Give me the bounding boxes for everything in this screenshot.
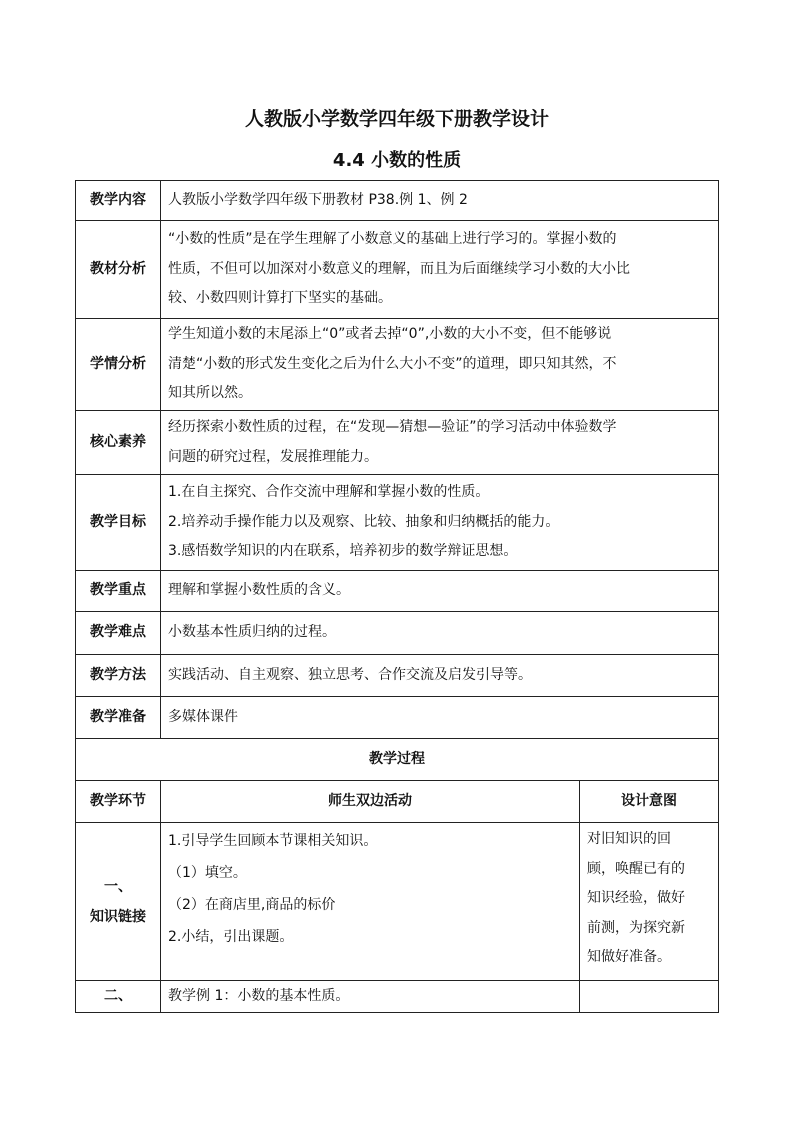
text-line: 经历探索小数性质的过程，在“发现—猜想—验证”的学习活动中体验数学	[168, 419, 617, 435]
column-intent: 设计意图	[580, 781, 719, 823]
text-line: 前测，为探究新	[587, 919, 685, 936]
text-line: 性质，不但可以加深对小数意义的理解，而且为后面继续学习小数的大小比	[168, 260, 630, 277]
step-2-number: 二、	[76, 981, 161, 1013]
step-1-number: 一、	[104, 878, 132, 895]
label-students: 学情分析	[76, 319, 161, 411]
text-line: 清楚“小数的形式发生变化之后为什么大小不变”的道理，即只知其然，不	[168, 355, 617, 372]
text-line: 顾，唤醒已有的	[587, 860, 685, 877]
row-difficulty	[76, 612, 719, 655]
row-literacy	[76, 411, 719, 475]
row-material	[76, 221, 719, 319]
label-goals: 教学目标	[76, 475, 161, 571]
row-step-1	[76, 823, 719, 981]
column-stage: 教学环节	[76, 781, 161, 823]
label-literacy: 核心素养	[76, 411, 161, 475]
label-prep: 教学准备	[76, 697, 161, 739]
text-line: （2）在商店里,商品的标价	[168, 897, 336, 913]
label-material: 教材分析	[76, 221, 161, 319]
text-line: 学生知道小数的末尾添上“0”或者去掉“0”,小数的大小不变，但不能够说	[168, 326, 612, 343]
label-difficulty: 教学难点	[76, 612, 161, 655]
step-2-intent	[580, 981, 719, 1013]
lesson-plan-table	[75, 180, 719, 1013]
text-line: 问题的研究过程，发展推理能力。	[168, 448, 378, 465]
text-line: （1）填空。	[168, 865, 247, 881]
label-content: 教学内容	[76, 181, 161, 221]
step-1-stage	[76, 823, 161, 981]
step-1-intent	[580, 823, 719, 981]
step-1-name: 知识链接	[90, 908, 146, 925]
text-line: 1.引导学生回顾本节课相关知识。	[168, 833, 378, 849]
lesson-subtitle: 4.4 小数的性质	[332, 150, 462, 171]
text-line: 知识经验，做好	[587, 890, 685, 906]
row-method	[76, 655, 719, 697]
value-prep: 多媒体课件	[161, 697, 719, 739]
value-method: 实践活动、自主观察、独立思考、合作交流及启发引导等。	[161, 655, 719, 697]
row-process-columns	[76, 781, 719, 823]
label-method: 教学方法	[76, 655, 161, 697]
row-goals	[76, 475, 719, 571]
text-line: 对旧知识的回	[587, 831, 671, 847]
value-goals	[161, 475, 719, 571]
row-process-heading	[76, 739, 719, 781]
text-line: “小数的性质”是在学生理解了小数意义的基础上进行学习的。掌握小数的	[168, 231, 617, 248]
text-line: 3.感悟数学知识的内在联系，培养初步的数学辩证思想。	[168, 543, 518, 560]
value-material	[161, 221, 719, 319]
row-students	[76, 319, 719, 411]
row-prep	[76, 697, 719, 739]
label-keypoint: 教学重点	[76, 571, 161, 612]
process-heading: 教学过程	[76, 739, 719, 781]
value-students	[161, 319, 719, 411]
row-keypoint	[76, 571, 719, 612]
column-activity: 师生双边活动	[161, 781, 580, 823]
row-step-2	[76, 981, 719, 1013]
text-line: 知做好准备。	[587, 949, 671, 965]
text-line: 2.培养动手操作能力以及观察、比较、抽象和归纳概括的能力。	[168, 513, 560, 530]
text-line: 知其所以然。	[168, 385, 252, 402]
value-difficulty: 小数基本性质归纳的过程。	[161, 612, 719, 655]
text-line: 较、小数四则计算打下坚实的基础。	[168, 290, 392, 307]
step-1-activity	[161, 823, 580, 981]
text-line: 1.在自主探究、合作交流中理解和掌握小数的性质。	[168, 484, 490, 501]
value-keypoint: 理解和掌握小数性质的含义。	[161, 571, 719, 612]
row-content	[76, 181, 719, 221]
step-2-activity: 教学例 1：小数的基本性质。	[161, 981, 580, 1013]
value-literacy	[161, 411, 719, 475]
value-content: 人教版小学数学四年级下册教材 P38.例 1、例 2	[161, 181, 719, 221]
text-line: 2.小结，引出课题。	[168, 929, 294, 945]
document-title: 人教版小学数学四年级下册教学设计	[244, 108, 549, 130]
